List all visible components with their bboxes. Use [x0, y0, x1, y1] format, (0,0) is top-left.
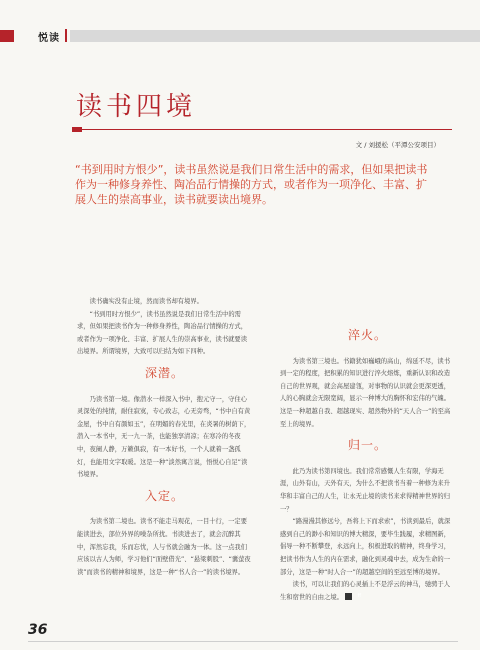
left-column — [77, 296, 252, 579]
byline: 文 / 刘援松（平潭公安项目） — [355, 141, 440, 149]
right-column-heading: 淬火。 — [347, 328, 387, 342]
left-column-paragraph: 读书确实没有止境，然而读书却有境界。 — [89, 298, 203, 305]
section-tag: 悦读 — [38, 33, 60, 44]
article-title: 读书四境 — [76, 92, 197, 122]
right-column-heading: 归一。 — [347, 438, 387, 453]
title-rule — [72, 129, 452, 130]
left-column-paragraph: 乃读书第一境。像潜水一样深入书中，抱元守一，守住心灵深处的纯情，耐住寂寞，专心致志，心无旁骛，“书中自有黄金屋，书中自有颜如玉”，在明媚的春光里，在炎暑的树荫下，潜入一本书中，无一九一茶，也能独享清凉；在寒冷的冬夜中，夜阑人静，万籁俱寂，有一本好书，一个人就着一盏孤灯，也能用文字取暖。这是一种“淡然寓言说，悟悦心自足”读书境界。 — [77, 395, 251, 479]
left-column-heading: 入定。 — [144, 488, 184, 503]
section-tag-divider — [65, 29, 67, 42]
end-mark: ff — [345, 593, 352, 600]
right-column — [280, 321, 455, 604]
lead-paragraph: “书到用时方恨少”，读书虽然说是我们日常生活中的需求，但如果把读书作为一种修身养性、陶冶品行情操的方式，或者作为一项净化、丰富、扩展人生的崇高事业，读书就要读出境界。 — [75, 163, 428, 206]
footer-rule — [28, 641, 458, 642]
header-stripe — [70, 30, 480, 42]
right-column-paragraph: 读书，可以让我们的心灵插上不是浮云的神马，驰骋于人生和宿世的自由之境。 ff — [280, 581, 451, 601]
right-column-paragraph: “路漫漫其修远兮，吾将上下而求索”，书读到最后，就深感到自己的渺小和知识的博大精深，要毕生践履，求精图新，倡导一种不断攀登，永远向上，积极进取的精神，终身学习，把读书作为人生的内在需求，融化到灵魂中去，成为生命的一部分，这是一种“时人合一”的超越空间的至远至博的境界。 — [280, 518, 451, 576]
left-column-paragraph: 为读书第二境也。读书不能走马观花，一目十行，一定要能读进去，部位外界的噪杂所扰。书读进去了，就会沉醉其中，浑然忘我，乐而忘忧，人与书就会融为一体。这一点我们应该以古人为师，学习他们“面壁借光”、“悬梁刺股”、“囊萤夜读”而读书的精神和境界，这是一种“书人合一”的读书境界。 — [77, 518, 251, 576]
right-column-paragraph: 此乃为读书第四境也。我们常常感慨人生有限，学海无涯，山外有山，天外有天，为什么不把读书当着一种修为来升华和丰富自己的人生，让永无止境的读书来求得精神世界的归一？ — [280, 467, 451, 513]
page-number: 36 — [28, 622, 48, 638]
section-color-bar — [0, 30, 14, 42]
left-column-paragraph: “书到用时方恨少”，读书虽然说是我们日常生活中的需求，但如果把读书作为一种修身养性，陶冶品行情操的方式，或者作为一项净化、丰富、扩展人生的崇高事业，读书就要读出境界。所谓境界，大致可以归结为如下四种。 — [77, 310, 248, 356]
right-column-paragraph: 为读书第三境也。书籍犹如巍峨的高山，绵延不尽，读书到一定的程度，把积累的知识进行淬火熔炼，重新认识和改造自己的世界观，就会高屋建瓴，对事物的认识就会更深更透，人的心胸就会无限宽阔，显示一种博大的胸怀和宏伟的气魄。这是一种超越自我、超越现实、超然物外的“天人合一”的至高至上的境界。 — [280, 357, 451, 428]
left-column-heading: 深潜。 — [144, 365, 184, 380]
